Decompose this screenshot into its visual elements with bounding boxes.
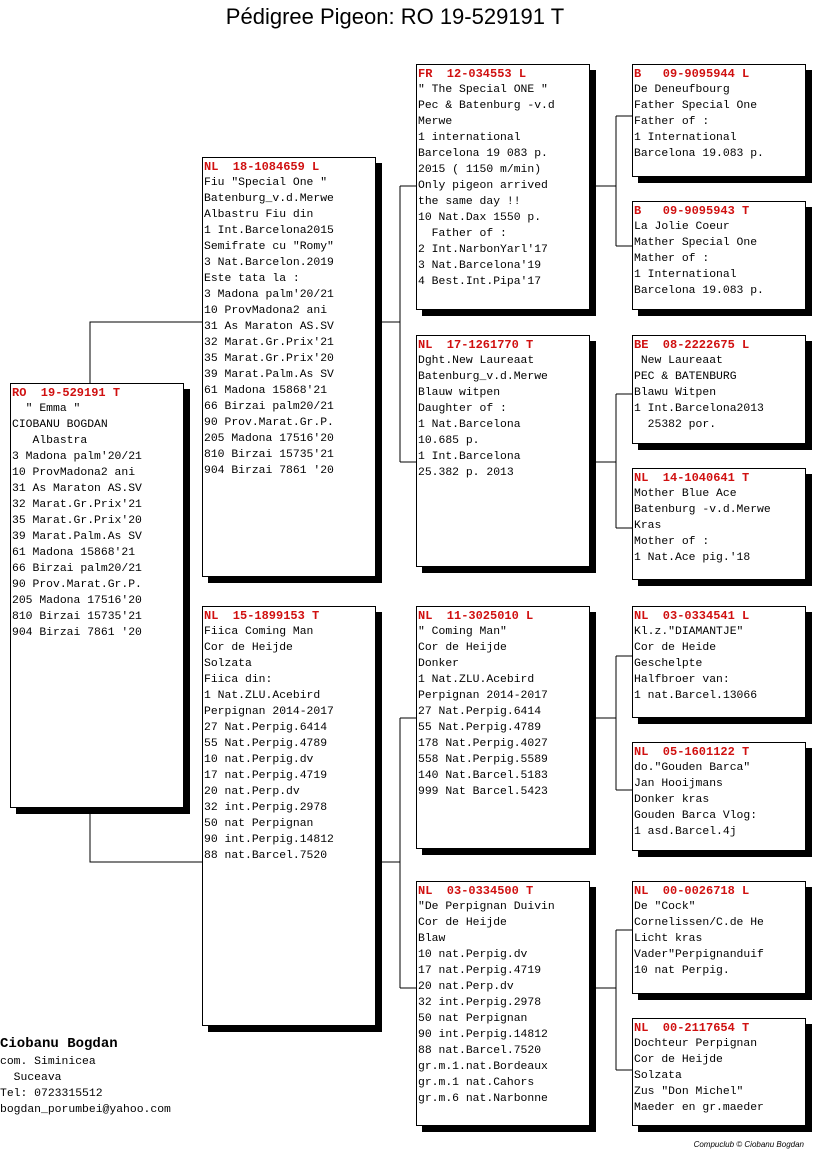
- info-line: 1 asd.Barcel.4j: [634, 826, 737, 838]
- info-line: 10 Nat.Dax 1550 p.: [418, 212, 542, 224]
- info-line: 39 Marat.Palm.As SV: [12, 531, 142, 543]
- info-line: 32 int.Perpig.2978: [418, 997, 542, 1009]
- info-line: 1 Int.Barcelona2015: [204, 225, 334, 237]
- info-line: "De Perpignan Duivin: [418, 901, 555, 913]
- info-line: gr.m.6 nat.Narbonne: [418, 1093, 548, 1105]
- info-line: 66 Birzai palm20/21: [204, 401, 334, 413]
- bird-card-ssd: [632, 201, 806, 310]
- info-line: 90 Prov.Marat.Gr.P.: [12, 579, 142, 591]
- info-line: Merwe: [418, 116, 453, 128]
- owner-city: Suceava: [0, 1072, 62, 1084]
- info-line: Blaw: [418, 933, 446, 945]
- info-line: Father Special One: [634, 100, 758, 112]
- info-line: 35 Marat.Gr.Prix'20: [12, 515, 142, 527]
- info-line: 1 nat.Barcel.13066: [634, 690, 758, 702]
- info-line: Halfbroer van:: [634, 674, 730, 686]
- info-line: 27 Nat.Perpig.6414: [204, 722, 328, 734]
- info-line: 2015 ( 1150 m/min): [418, 164, 542, 176]
- info-line: Barcelona 19 083 p.: [418, 148, 548, 160]
- info-line: Jan Hooijmans: [634, 778, 723, 790]
- info-line: New Laureaat: [634, 355, 723, 367]
- info-line: Batenburg -v.d.Merwe: [634, 504, 771, 516]
- info-line: Batenburg_v.d.Merwe: [204, 193, 334, 205]
- info-line: 1 Nat.Barcelona: [418, 419, 521, 431]
- info-line: Only pigeon arrived: [418, 180, 548, 192]
- page-title: Pédigree Pigeon: RO 19-529191 T: [225, 4, 565, 29]
- info-line: Gouden Barca Vlog:: [634, 810, 758, 822]
- info-line: 999 Nat Barcel.5423: [418, 786, 548, 798]
- bird-card-sdd: [632, 468, 806, 580]
- info-line: 50 nat Perpignan: [204, 818, 314, 830]
- footer-credit: Compuclub © Ciobanu Bogdan: [693, 1140, 804, 1149]
- bird-card-dam-sire: [416, 606, 590, 849]
- info-line: 32 Marat.Gr.Prix'21: [12, 499, 142, 511]
- info-line: 1 international: [418, 132, 521, 144]
- info-line: Cor de Heijde: [204, 642, 293, 654]
- ring-number: FR 12-034553 L: [418, 67, 527, 81]
- owner-phone: Tel: 0723315512: [0, 1088, 103, 1100]
- info-line: Licht kras: [634, 933, 703, 945]
- info-line: 66 Birzai palm20/21: [12, 563, 142, 575]
- info-line: PEC & BATENBURG: [634, 371, 737, 383]
- info-line: " Emma ": [12, 403, 81, 415]
- bird-card-sire-dam: [416, 335, 590, 567]
- ring-number: NL 14-1040641 T: [634, 471, 750, 485]
- info-line: 3 Madona palm'20/21: [204, 289, 334, 301]
- ring-number: NL 00-2117654 T: [634, 1021, 750, 1035]
- info-line: 50 nat Perpignan: [418, 1013, 528, 1025]
- info-line: 35 Marat.Gr.Prix'20: [204, 353, 334, 365]
- info-line: " Coming Man": [418, 626, 507, 638]
- ring-number: NL 03-0334541 L: [634, 609, 750, 623]
- bird-card-dds: [632, 881, 806, 994]
- info-line: Mather Special One: [634, 237, 758, 249]
- info-line: 3 Nat.Barcelona'19: [418, 260, 542, 272]
- info-line: Maeder en gr.maeder: [634, 1102, 764, 1114]
- info-line: 88 nat.Barcel.7520: [204, 850, 328, 862]
- info-line: Father of :: [634, 116, 710, 128]
- info-line: 1 International: [634, 269, 737, 281]
- ring-number: NL 05-1601122 T: [634, 745, 750, 759]
- info-line: Donker kras: [634, 794, 710, 806]
- info-line: Dght.New Laureaat: [418, 355, 535, 367]
- ring-number: NL 17-1261770 T: [418, 338, 534, 352]
- info-line: 10 ProvMadona2 ani: [12, 467, 136, 479]
- ring-number: RO 19-529191 T: [12, 386, 121, 400]
- info-line: 20 nat.Perp.dv: [418, 981, 514, 993]
- info-line: " The Special ONE ": [418, 84, 548, 96]
- ring-number: B 09-9095943 T: [634, 204, 750, 218]
- info-line: Dochteur Perpignan: [634, 1038, 758, 1050]
- info-line: 25382 por.: [634, 419, 717, 431]
- info-line: 178 Nat.Perpig.4027: [418, 738, 548, 750]
- info-line: 32 Marat.Gr.Prix'21: [204, 337, 334, 349]
- info-line: De Deneufbourg: [634, 84, 730, 96]
- info-line: 55 Nat.Perpig.4789: [204, 738, 328, 750]
- info-line: gr.m.1.nat.Bordeaux: [418, 1061, 548, 1073]
- info-line: 17 nat.Perpig.4719: [418, 965, 542, 977]
- info-line: 205 Madona 17516'20: [12, 595, 142, 607]
- info-line: 810 Birzai 15735'21: [204, 449, 334, 461]
- bird-card-dam-dam: [416, 881, 590, 1126]
- bird-card-ddd: [632, 1018, 806, 1126]
- bird-card-sds: [632, 335, 806, 444]
- info-line: Solzata: [204, 658, 252, 670]
- ring-number: B 09-9095944 L: [634, 67, 750, 81]
- ring-number: NL 15-1899153 T: [204, 609, 320, 623]
- ring-number: NL 11-3025010 L: [418, 609, 534, 623]
- info-line: 90 Prov.Marat.Gr.P.: [204, 417, 334, 429]
- info-line: 10 nat.Perpig.dv: [204, 754, 314, 766]
- info-line: 61 Madona 15868'21: [204, 385, 328, 397]
- info-line: 39 Marat.Palm.As SV: [204, 369, 334, 381]
- bird-card-sire-sire: [416, 64, 590, 310]
- info-line: 558 Nat.Perpig.5589: [418, 754, 548, 766]
- info-line: Donker: [418, 658, 460, 670]
- info-line: Cor de Heide: [634, 642, 717, 654]
- info-line: 140 Nat.Barcel.5183: [418, 770, 548, 782]
- info-line: 55 Nat.Perpig.4789: [418, 722, 542, 734]
- info-line: 20 nat.Perp.dv: [204, 786, 300, 798]
- info-line: Kl.z."DIAMANTJE": [634, 626, 744, 638]
- info-line: Mather of :: [634, 253, 710, 265]
- info-line: Cornelissen/C.de He: [634, 917, 764, 929]
- info-line: 10 ProvMadona2 ani: [204, 305, 328, 317]
- info-line: Semifrate cu "Romy": [204, 241, 334, 253]
- owner-name: Ciobanu Bogdan: [0, 1036, 118, 1052]
- info-line: CIOBANU BOGDAN: [12, 419, 108, 431]
- info-line: Father of :: [418, 228, 507, 240]
- info-line: 4 Best.Int.Pipa'17: [418, 276, 542, 288]
- info-line: 10 nat Perpig.: [634, 965, 730, 977]
- bird-card-subject: [10, 383, 184, 808]
- info-line: Batenburg_v.d.Merwe: [418, 371, 548, 383]
- ring-number: NL 18-1084659 L: [204, 160, 320, 174]
- owner-email: bogdan_porumbei@yahoo.com: [0, 1104, 171, 1116]
- info-line: Daughter of :: [418, 403, 507, 415]
- owner-contact: [0, 1034, 171, 1118]
- info-line: 90 int.Perpig.14812: [418, 1029, 548, 1041]
- info-line: gr.m.1 nat.Cahors: [418, 1077, 535, 1089]
- bird-card-sire: [202, 157, 376, 577]
- info-line: 90 int.Perpig.14812: [204, 834, 334, 846]
- info-line: Perpignan 2014-2017: [204, 706, 334, 718]
- info-line: Fiica Coming Man: [204, 626, 314, 638]
- info-line: Fiica din:: [204, 674, 273, 686]
- info-line: 10.685 p.: [418, 435, 480, 447]
- info-line: 2 Int.NarbonYarl'17: [418, 244, 548, 256]
- info-line: Cor de Heijde: [634, 1054, 723, 1066]
- info-line: 1 Nat.ZLU.Acebird: [204, 690, 321, 702]
- ring-number: NL 00-0026718 L: [634, 884, 750, 898]
- info-line: Mother Blue Ace: [634, 488, 737, 500]
- info-line: 3 Nat.Barcelon.2019: [204, 257, 334, 269]
- info-line: 810 Birzai 15735'21: [12, 611, 142, 623]
- info-line: Zus "Don Michel": [634, 1086, 744, 1098]
- info-line: Blawu Witpen: [634, 387, 717, 399]
- info-line: Barcelona 19.083 p.: [634, 148, 764, 160]
- info-line: do."Gouden Barca": [634, 762, 751, 774]
- info-line: 904 Birzai 7861 '20: [204, 465, 334, 477]
- bird-card-dsd: [632, 742, 806, 851]
- info-line: De "Cock": [634, 901, 696, 913]
- info-line: Perpignan 2014-2017: [418, 690, 548, 702]
- info-line: 31 As Maraton AS.SV: [204, 321, 334, 333]
- info-line: 904 Birzai 7861 '20: [12, 627, 142, 639]
- owner-address: com. Siminicea: [0, 1056, 96, 1068]
- info-line: Cor de Heijde: [418, 642, 507, 654]
- info-line: 1 Nat.ZLU.Acebird: [418, 674, 535, 686]
- info-line: Vader"Perpignanduif: [634, 949, 764, 961]
- info-line: La Jolie Coeur: [634, 221, 730, 233]
- info-line: Barcelona 19.083 p.: [634, 285, 764, 297]
- info-line: 27 Nat.Perpig.6414: [418, 706, 542, 718]
- info-line: Mother of :: [634, 536, 710, 548]
- info-line: 25.382 p. 2013: [418, 467, 514, 479]
- info-line: 1 Nat.Ace pig.'18: [634, 552, 751, 564]
- bird-card-dss: [632, 606, 806, 718]
- info-line: Geschelpte: [634, 658, 703, 670]
- info-line: 17 nat.Perpig.4719: [204, 770, 328, 782]
- info-line: Albastra: [12, 435, 88, 447]
- ring-number: BE 08-2222675 L: [634, 338, 750, 352]
- info-line: 10 nat.Perpig.dv: [418, 949, 528, 961]
- info-line: 205 Madona 17516'20: [204, 433, 334, 445]
- info-line: Blauw witpen: [418, 387, 501, 399]
- info-line: 32 int.Perpig.2978: [204, 802, 328, 814]
- info-line: Este tata la :: [204, 273, 300, 285]
- info-line: 1 Int.Barcelona: [418, 451, 521, 463]
- info-line: 31 As Maraton AS.SV: [12, 483, 142, 495]
- bird-card-dam: [202, 606, 376, 1026]
- info-line: the same day !!: [418, 196, 521, 208]
- info-line: Pec & Batenburg -v.d: [418, 100, 555, 112]
- info-line: Fiu "Special One ": [204, 177, 328, 189]
- info-line: 3 Madona palm'20/21: [12, 451, 142, 463]
- info-line: Albastru Fiu din: [204, 209, 314, 221]
- info-line: 1 Int.Barcelona2013: [634, 403, 764, 415]
- ring-number: NL 03-0334500 T: [418, 884, 534, 898]
- info-line: 61 Madona 15868'21: [12, 547, 136, 559]
- info-line: 88 nat.Barcel.7520: [418, 1045, 542, 1057]
- info-line: 1 International: [634, 132, 737, 144]
- info-line: Solzata: [634, 1070, 682, 1082]
- bird-card-sss: [632, 64, 806, 177]
- info-line: Kras: [634, 520, 662, 532]
- info-line: Cor de Heijde: [418, 917, 507, 929]
